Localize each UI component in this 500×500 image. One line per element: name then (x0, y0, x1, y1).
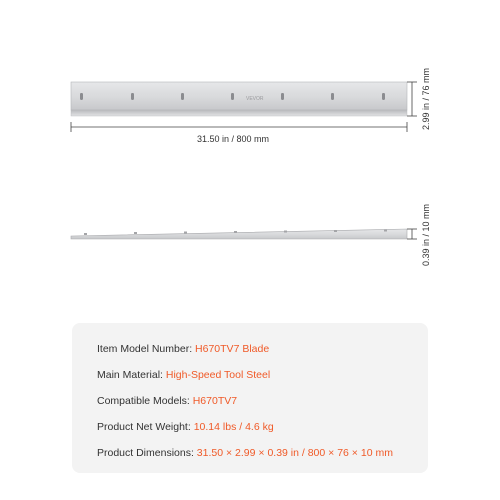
spec-value: H670TV7 (192, 395, 238, 407)
spec-row-model (97, 343, 269, 355)
brand-mark: VEVOR (246, 96, 264, 102)
thickness-dimension-line (407, 229, 417, 239)
mounting-hole (131, 93, 134, 100)
blade-front-view (71, 82, 407, 116)
length-label: 31.50 in / 800 mm (197, 134, 270, 144)
spec-value: 10.14 lbs / 4.6 kg (193, 421, 274, 433)
spec-row-dimensions (97, 447, 393, 459)
mounting-hole (181, 93, 184, 100)
length-dimension-line (71, 122, 407, 132)
spec-value: 31.50 × 2.99 × 0.39 in / 800 × 76 × 10 mm (196, 447, 393, 459)
height-label: 2.99 in / 76 mm (421, 67, 431, 131)
spec-value: High-Speed Tool Steel (165, 369, 271, 381)
thickness-label: 0.39 in / 10 mm (421, 203, 431, 267)
spec-label: Compatible Models: (97, 395, 190, 407)
blade-side-view (71, 229, 407, 239)
spec-panel (72, 323, 428, 473)
mounting-hole (382, 93, 385, 100)
mounting-hole (80, 93, 83, 100)
spec-row-material (97, 369, 270, 381)
spec-label: Product Net Weight: (97, 421, 191, 433)
spec-label: Product Dimensions: (97, 447, 194, 459)
mounting-hole (331, 93, 334, 100)
mounting-hole (231, 93, 234, 100)
mounting-hole (281, 93, 284, 100)
spec-row-compatible (97, 395, 237, 407)
height-dimension-line (407, 82, 417, 116)
spec-row-weight (97, 421, 274, 433)
spec-value: H670TV7 Blade (195, 343, 270, 355)
spec-label: Main Material: (97, 369, 163, 381)
spec-label: Item Model Number: (97, 343, 193, 355)
